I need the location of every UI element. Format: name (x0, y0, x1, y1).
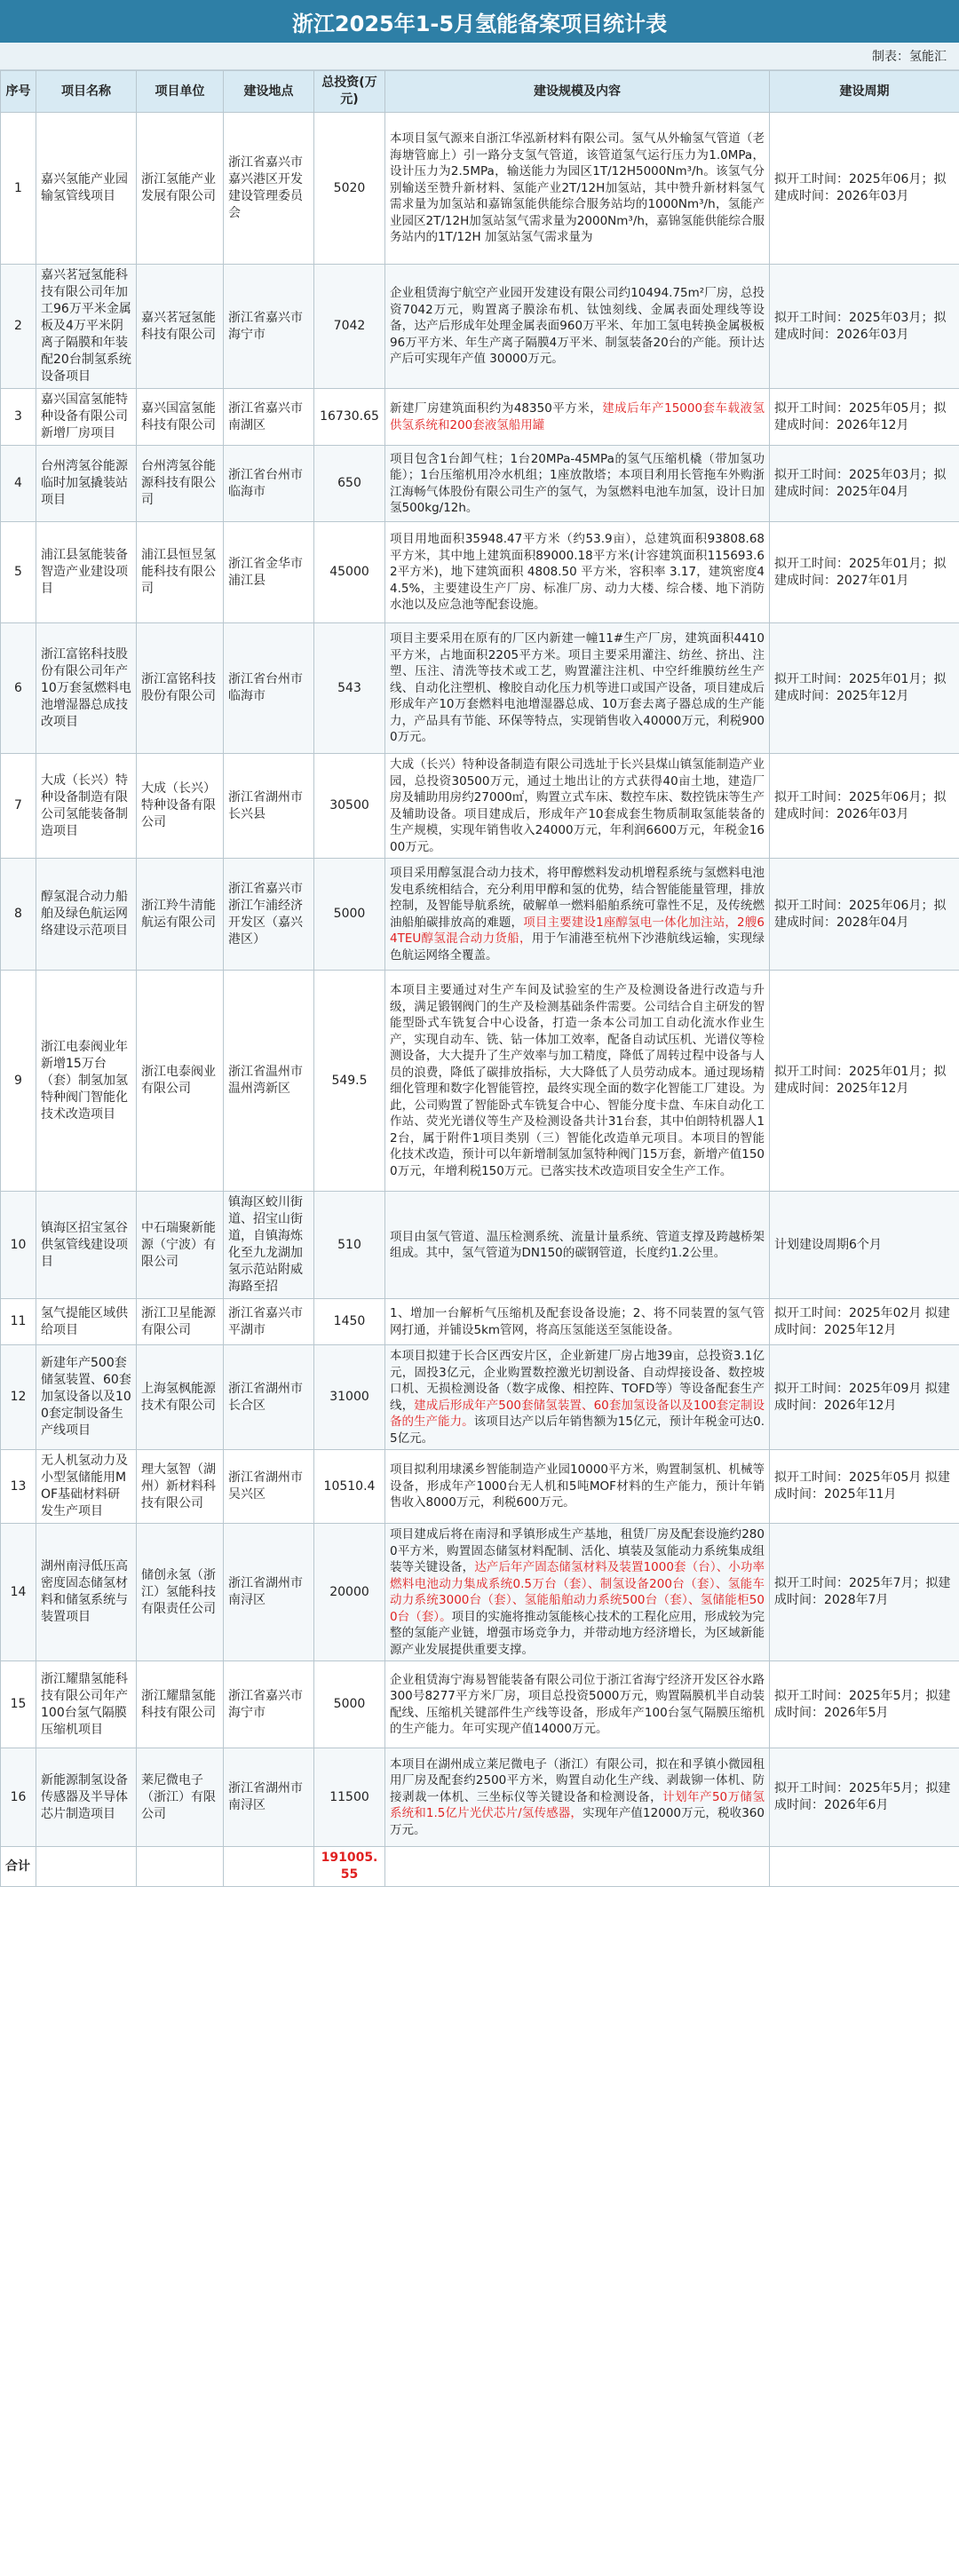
row-no: 8 (1, 859, 36, 971)
row-desc (385, 1450, 770, 1524)
row-desc (385, 1661, 770, 1748)
table-row (1, 623, 959, 754)
row-project-name: 醇氢混合动力船舶及绿色航运网络建设示范项目 (36, 859, 137, 971)
row-desc (385, 265, 770, 389)
row-invest: 10510.4 (314, 1450, 385, 1524)
row-no: 11 (1, 1299, 36, 1345)
table-row (1, 265, 959, 389)
row-no: 12 (1, 1345, 36, 1450)
row-desc-text: 项目采用醇氢混合动力技术，将甲醇燃料发动机增程系统与氢燃料电池发电系统相结合，充分利用甲醇和氢的优势，结合智能能量管理，排放控制，及智能导航系统，破解单一燃料船舶系统可靠性不足，及传统燃油船舶碳排放高的难题， (390, 866, 765, 930)
row-no: 4 (1, 446, 36, 522)
header-invest: 总投资(万元) (314, 71, 385, 113)
table-row (1, 1345, 959, 1450)
row-location: 浙江省嘉兴市平湖市 (224, 1299, 314, 1345)
row-desc-highlight: 建成后形成年产500套储氢装置、60套加氢设备以及100套定制设备的生产能力。 (390, 1398, 765, 1429)
row-desc-text: 企业租赁海宁海易智能装备有限公司位于浙江省海宁经济开发区谷水路300号8277平方米厂房，项目总投资5000万元，购置隔膜机半自动装配线、压缩机关键部件生产线等设备，形成年产100台氢气隔膜压缩机的生产能力。年可实现产值14000万元。 (390, 1672, 765, 1736)
row-desc-highlight: 建成后年产15000套车载液氢供氢系统和200套液氢船用罐 (390, 401, 765, 432)
row-unit: 嘉兴国富氢能科技有限公司 (137, 389, 224, 446)
row-desc-highlight: 项目主要建设1座醇氢电一体化加注站，2艘64TEU醇氢混合动力货船， (390, 915, 765, 946)
row-project-name: 嘉兴国富氢能特种设备有限公司新增厂房项目 (36, 389, 137, 446)
row-desc (385, 1299, 770, 1345)
row-invest: 1450 (314, 1299, 385, 1345)
header-name: 项目名称 (36, 71, 137, 113)
row-location: 浙江省台州市临海市 (224, 446, 314, 522)
row-unit: 莱尼微电子（浙江）有限公司 (137, 1748, 224, 1847)
row-no: 3 (1, 389, 36, 446)
row-unit: 浙江电泰阀业有限公司 (137, 971, 224, 1192)
row-period: 拟开工时间：2025年5月；拟建成时间：2026年6月 (770, 1748, 959, 1847)
row-invest: 5020 (314, 113, 385, 265)
header-no: 序号 (1, 71, 36, 113)
row-desc-text: 大成（长兴）特种设备制造有限公司选址于长兴县煤山镇氢能制造产业园，总投资30500万元，通过土地出让的方式获得40亩土地，建造厂房及辅助用房约27000㎡，购置立式车床、数控车床、数控铣床等生产及辅助设备。项目建成后，形成年产10套成套生物质制取氢能装备的生产规模，实现年销售收入24000万元，年利润6600万元，年税金1600万元。 (390, 757, 765, 854)
row-location: 浙江省嘉兴市海宁市 (224, 1661, 314, 1748)
row-period: 拟开工时间：2025年02月 拟建成时间：2025年12月 (770, 1299, 959, 1345)
row-project-name: 浙江富铭科技股份有限公司年产10万套氢燃料电池增湿器总成技改项目 (36, 623, 137, 754)
row-invest: 650 (314, 446, 385, 522)
row-desc-text: 1、增加一台解析气压缩机及配套设备设施；2、将不同装置的氢气管网打通，并铺设5km管网，将高压氢能送至氢能设备。 (390, 1306, 765, 1337)
row-desc-text: 项目用地面积35948.47平方米（约53.9亩），总建筑面积93808.68平方米，其中地上建筑面积89000.18平方米(计容建筑面积115693.62平方米)，地下建筑面积 4808.50 平方米，容积率 3.17，建筑密度44.5%，主要建设生产厂房、标准厂房、动力大楼、综合楼、地下消防水池以及应急池等配套设施。 (390, 532, 765, 613)
row-location: 浙江省嘉兴市海宁市 (224, 265, 314, 389)
row-invest: 20000 (314, 1524, 385, 1661)
row-period: 拟开工时间：2025年7月；拟建成时间：2028年7月 (770, 1524, 959, 1661)
row-desc (385, 1524, 770, 1661)
row-unit: 浙江富铭科技股份有限公司 (137, 623, 224, 754)
row-period: 拟开工时间：2025年06月；拟建成时间：2028年04月 (770, 859, 959, 971)
table-maker-credit: 制表：氢能汇 (0, 43, 959, 70)
row-project-name: 嘉兴茗冠氢能科技有限公司年加工96万平米金属板及4万平米阴离子隔膜和年装配20台制氢系统设备项目 (36, 265, 137, 389)
total-row (1, 1847, 959, 1887)
table-row (1, 113, 959, 265)
row-unit: 浙江羚牛清能航运有限公司 (137, 859, 224, 971)
row-location: 浙江省湖州市南浔区 (224, 1748, 314, 1847)
total-invest: 191005.55 (314, 1847, 385, 1887)
row-invest: 31000 (314, 1345, 385, 1450)
row-period: 拟开工时间：2025年01月；拟建成时间：2027年01月 (770, 522, 959, 623)
row-desc-text: 项目的实施将推动氢能核心技术的工程化应用，形成较为完整的氢能产业链，增强市场竞争力，并带动地方经济增长，为区域新能源产业发展提供重要支撑。 (390, 1609, 765, 1657)
row-no: 10 (1, 1192, 36, 1299)
header-desc: 建设规模及内容 (385, 71, 770, 113)
row-location: 浙江省嘉兴市南湖区 (224, 389, 314, 446)
row-desc (385, 1192, 770, 1299)
row-no: 7 (1, 754, 36, 859)
row-period: 拟开工时间：2025年5月；拟建成时间：2026年5月 (770, 1661, 959, 1748)
row-desc (385, 971, 770, 1192)
row-invest: 30500 (314, 754, 385, 859)
row-no: 15 (1, 1661, 36, 1748)
row-unit: 大成（长兴）特种设备有限公司 (137, 754, 224, 859)
page-title: 浙江2025年1-5月氢能备案项目统计表 (0, 0, 959, 43)
row-desc-highlight: 达产后年产固态储氢材料及装置1000套（台）、小功率燃料电池动力集成系统0.5万台（套）、制氢设备200台（套）、氢能车动力系统3000台（套）、氢能船舶动力系统500台（套）、氢储能柜500台（套）。 (390, 1560, 765, 1624)
row-location: 浙江省温州市温州湾新区 (224, 971, 314, 1192)
row-location: 浙江省湖州市南浔区 (224, 1524, 314, 1661)
row-no: 5 (1, 522, 36, 623)
row-unit: 中石瑞聚新能源（宁波）有限公司 (137, 1192, 224, 1299)
row-invest: 5000 (314, 859, 385, 971)
row-desc-text: 本项目主要通过对生产车间及试验室的生产及检测设备进行改造与升级，满足锻钢阀门的生产及检测基础条件需要。公司结合自主研发的智能型卧式车铣复合中心设备，打造一条本公司加工自动化流水作业生产，实现自动车、铣、钻一体加工效率，配备自动试压机、光谱仪等检测设备，大大提升了生产效率与加工精度，降低了周转过程中设备与人员的浪费，降低了碳排放指标，大大降低了人员劳动成本。通过现场精细化管理和数字化智能管控，最终实现全面的数字化智能工厂建设。为此，公司购置了智能卧式车铣复合中心、智能分度卡盘、车床自动化工作站、荧光光谱仪等生产及检测设备共计31台套，其中伯朗特机器人12台，属于附件1项目类别（三）智能化改造单元项目。本项目的智能化技术改造，预计可以年新增制氢加氢特种阀门15万套，新增产值1500万元，年增利税150万元。已落实技术改造项目安全生产工作。 (390, 983, 765, 1178)
row-desc-text: 本项目氢气源来自浙江华泓新材料有限公司。氢气从外输氢气管道（老海塘管廊上）引一路分支氢气管道，该管道氢气运行压力为1.0MPa，设计压力为2.5MPa，输送能力为园区1T/12H5000Nm³/h。该氢气分别输送至赞升新材料、氢能产业2T/12H加氢站，其中赞升新材料氢气需求量为加氢站和嘉锦氢能供能综合服务站均的1000Nm³/h，氢能产业园区2T/12H加氢站氢气需求量为2000Nm³/h，嘉锦氢能供能综合服务站内的1T/12H 加氢站氢气需求量为 (390, 131, 765, 245)
row-unit: 浦江县恒昱氢能科技有限公司 (137, 522, 224, 623)
header-unit: 项目单位 (137, 71, 224, 113)
row-desc-text: 企业租赁海宁航空产业园开发建设有限公司约10494.75m²厂房，总投资7042万元，购置离子膜涂布机、钛蚀刻线、金属表面处理线等设备，达产后形成年处理金属表面960万平米、年加工氢电转换金属极板 96万平方米、年生产离子隔膜4万平米、制氢装备20台的产能。预计达产后可实现年产值 30000万元。 (390, 286, 765, 367)
row-no: 9 (1, 971, 36, 1192)
row-desc-text: 项目由氢气管道、温压检测系统、流量计量系统、管道支撑及跨越桥架组成。其中，氢气管道为DN150的碳钢管道，长度约1.2公里。 (390, 1229, 765, 1260)
table-row (1, 1450, 959, 1524)
row-desc (385, 1748, 770, 1847)
row-invest: 543 (314, 623, 385, 754)
row-invest: 16730.65 (314, 389, 385, 446)
row-invest: 5000 (314, 1661, 385, 1748)
row-no: 16 (1, 1748, 36, 1847)
row-project-name: 大成（长兴）特种设备制造有限公司氢能装备制造项目 (36, 754, 137, 859)
table-row (1, 1192, 959, 1299)
row-period: 拟开工时间：2025年06月；拟建成时间：2026年03月 (770, 113, 959, 265)
table-row (1, 522, 959, 623)
row-project-name: 台州湾氢谷能源临时加氢撬装站项目 (36, 446, 137, 522)
row-project-name: 氢气提能区域供给项目 (36, 1299, 137, 1345)
row-desc (385, 754, 770, 859)
row-desc (385, 389, 770, 446)
project-table (0, 70, 959, 1887)
row-no: 14 (1, 1524, 36, 1661)
row-desc-text: 本项目在湖州成立莱尼微电子（浙江）有限公司，拟在和孚镇小微园租用厂房及配套约2500平方米，购置自动化生产线、剥裁铆一体机、防接剥裁一体机、三坐标仪等关键设备和检测设备， (390, 1756, 765, 1804)
row-desc-text: 项目建成后将在南浔和孚镇形成生产基地，租赁厂房及配套设施约2800平方米，购置固态储氢材料配制、活化、填装及氢能动力系统集成组装等关键设备， (390, 1527, 765, 1574)
total-label: 合计 (1, 1847, 36, 1887)
row-desc-text: 项目主要采用在原有的厂区内新建一幢11#生产厂房，建筑面积4410平方米，占地面积2205平方米。项目主要采用灌注、纺丝、挤出、注塑、压注、清洗等技术或工艺，购置灌注注机、中空纤维膜纺丝生产线、自动化注塑机、橡胶自动化压力机等进口或国产设备，项目建成后形成年产10万套燃料电池增湿器总成、10万套去离子器总成的生产能力，产品具有节能、环保等特点，实现销售收入40000万元，利税9000万元。 (390, 631, 765, 745)
table-row (1, 859, 959, 971)
row-invest: 11500 (314, 1748, 385, 1847)
row-location: 浙江省台州市临海市 (224, 623, 314, 754)
row-location: 浙江省湖州市长合区 (224, 1345, 314, 1450)
header-period: 建设周期 (770, 71, 959, 113)
row-period: 拟开工时间：2025年06月；拟建成时间：2026年03月 (770, 754, 959, 859)
row-project-name: 无人机氢动力及小型氢储能用MOF基础材料研发生产项目 (36, 1450, 137, 1524)
row-desc (385, 859, 770, 971)
row-desc (385, 446, 770, 522)
table-row (1, 1299, 959, 1345)
row-period: 拟开工时间：2025年09月 拟建成时间：2026年12月 (770, 1345, 959, 1450)
row-unit: 理大氢智（湖州）新材料科技有限公司 (137, 1450, 224, 1524)
row-location: 镇海区蛟川街道、招宝山街道，自镇海炼化至九龙湖加氢示范站附威海路至招 (224, 1192, 314, 1299)
row-no: 1 (1, 113, 36, 265)
row-period: 拟开工时间：2025年01月；拟建成时间：2025年12月 (770, 971, 959, 1192)
row-period: 拟开工时间：2025年01月；拟建成时间：2025年12月 (770, 623, 959, 754)
row-unit: 浙江耀鼎氢能科技有限公司 (137, 1661, 224, 1748)
row-desc-text: 该项目达产以后年销售额为15亿元，预计年税金可达0.5亿元。 (390, 1415, 765, 1446)
row-no: 2 (1, 265, 36, 389)
table-row (1, 754, 959, 859)
row-desc (385, 113, 770, 265)
row-period: 拟开工时间：2025年05月 拟建成时间：2025年11月 (770, 1450, 959, 1524)
row-desc-text: 用于乍浦港至杭州下沙港航线运输，实现绿色航运网络全覆盖。 (390, 931, 765, 963)
row-desc-text: 项目拟利用埭溪乡智能制造产业园10000平方米，购置制氢机、机械等设备，形成年产1000台无人机和5吨MOF材料的生产能力，预计年销售收入8000万元，利税600万元。 (390, 1462, 765, 1510)
row-period: 计划建设周期6个月 (770, 1192, 959, 1299)
row-invest: 549.5 (314, 971, 385, 1192)
row-project-name: 镇海区招宝氢谷供氢管线建设项目 (36, 1192, 137, 1299)
row-desc-highlight: 计划年产50万储氢系统和1.5亿片光伏芯片/氢传感器， (390, 1789, 765, 1821)
row-project-name: 浦江县氢能装备智造产业建设项目 (36, 522, 137, 623)
row-invest: 510 (314, 1192, 385, 1299)
row-desc-text: 本项目拟建于长合区西安片区，企业新建厂房占地39亩，总投资3.1亿元，固投3亿元，企业购置数控激光切割设备、自动焊接设备、数控坡口机、无损检测设备（数字成像、相控阵、TOFD等）等设备配套生产线， (390, 1349, 765, 1413)
table-row (1, 389, 959, 446)
row-unit: 储创永氢（浙江）氢能科技有限责任公司 (137, 1524, 224, 1661)
row-period: 拟开工时间：2025年03月；拟建成时间：2026年03月 (770, 265, 959, 389)
row-location: 浙江省嘉兴市嘉兴港区开发建设管理委员会 (224, 113, 314, 265)
table-header-row (1, 71, 959, 113)
row-desc (385, 623, 770, 754)
row-location: 浙江省嘉兴市浙江乍浦经济开发区（嘉兴港区） (224, 859, 314, 971)
table-row (1, 1661, 959, 1748)
row-unit: 浙江卫星能源有限公司 (137, 1299, 224, 1345)
table-row (1, 1524, 959, 1661)
row-project-name: 新建年产500套储氢装置、60套加氢设备以及100套定制设备生产线项目 (36, 1345, 137, 1450)
row-project-name: 新能源制氢设备传感器及半导体芯片制造项目 (36, 1748, 137, 1847)
row-no: 13 (1, 1450, 36, 1524)
row-desc (385, 1345, 770, 1450)
row-desc-text: 新建厂房建筑面积约为48350平方米， (390, 401, 603, 416)
table-row (1, 446, 959, 522)
row-project-name: 嘉兴氢能产业园输氢管线项目 (36, 113, 137, 265)
row-location: 浙江省金华市浦江县 (224, 522, 314, 623)
row-project-name: 湖州南浔低压高密度固态储氢材料和储氢系统与装置项目 (36, 1524, 137, 1661)
header-location: 建设地点 (224, 71, 314, 113)
row-desc-text: 实现年产值12000万元，税收360万元。 (390, 1806, 765, 1837)
row-no: 6 (1, 623, 36, 754)
row-invest: 7042 (314, 265, 385, 389)
table-row (1, 1748, 959, 1847)
row-period: 拟开工时间：2025年05月；拟建成时间：2026年12月 (770, 389, 959, 446)
row-project-name: 浙江电泰阀业年新增15万台（套）制氢加氢特种阀门智能化技术改造项目 (36, 971, 137, 1192)
row-unit: 嘉兴茗冠氢能科技有限公司 (137, 265, 224, 389)
row-location: 浙江省湖州市长兴县 (224, 754, 314, 859)
row-period: 拟开工时间：2025年03月；拟建成时间：2025年04月 (770, 446, 959, 522)
row-unit: 浙江氢能产业发展有限公司 (137, 113, 224, 265)
row-invest: 45000 (314, 522, 385, 623)
row-unit: 上海氢枫能源技术有限公司 (137, 1345, 224, 1450)
row-location: 浙江省湖州市吴兴区 (224, 1450, 314, 1524)
row-project-name: 浙江耀鼎氢能科技有限公司年产100台氢气隔膜压缩机项目 (36, 1661, 137, 1748)
row-desc-text: 项目包含1台卸气柱；1台20MPa-45MPa的氢气压缩机橇（带加氢功能）；1台压缩机用冷水机组；1座放散塔；本项目利用长管拖车外购浙江海畅气体股份有限公司生产的氢气，为氢燃料电池车加氢，设计日加氢500kg/12h。 (390, 451, 765, 515)
row-unit: 台州湾氢谷能源科技有限公司 (137, 446, 224, 522)
table-row (1, 971, 959, 1192)
row-desc (385, 522, 770, 623)
